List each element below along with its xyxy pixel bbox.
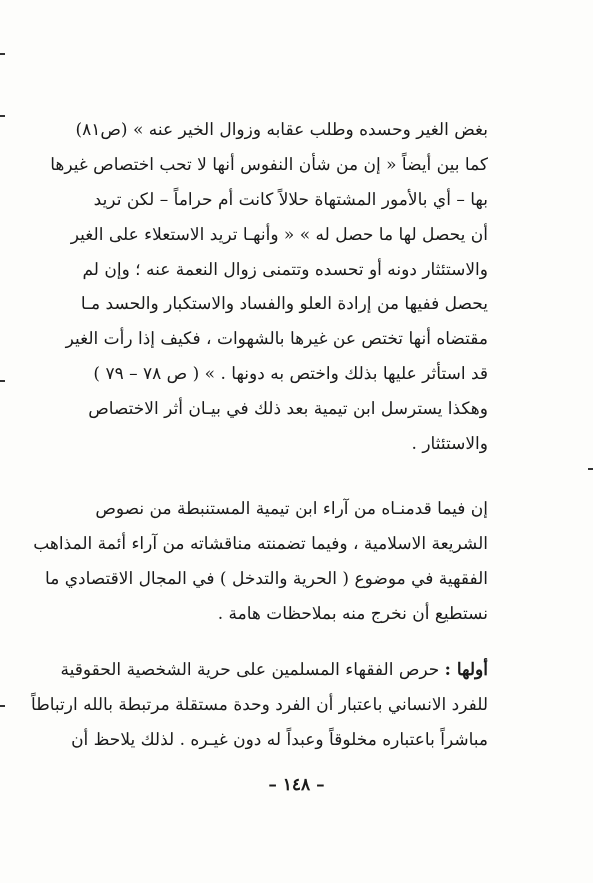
text-line: بغض الغير وحسده وطلب عقابه وزوال الخير عنه » (ص٨١) bbox=[75, 120, 488, 140]
page-number: – ١٤٨ – bbox=[268, 775, 325, 795]
text-line: نستطيع أن نخرج منه بملاحظات هامة . bbox=[217, 603, 488, 624]
text-line-rest: حرص الفقهاء المسلمين على حرية الشخصية الحقوقية bbox=[60, 660, 440, 680]
text-line: قد استأثر عليها بذلك واختص به دونها . » ( ص ٧٨ – ٧٩ ) bbox=[93, 364, 488, 385]
paragraph-3 bbox=[31, 653, 488, 758]
point-heading: أولها : bbox=[444, 660, 488, 680]
text-line: الشريعة الاسلامية ، وفيما تضمنته مناقشاته من آراء أئمة المذاهب bbox=[33, 533, 488, 554]
text-line: والاستئثار دونه أو تحسده وتتمنى زوال النعمة عنه ؛ وإن لم bbox=[82, 259, 488, 280]
text-line: بها – أي بالأمور المشتهاة حلالاً كانت أم حراماً – لكن تريد bbox=[93, 189, 488, 210]
text-line: إن فيما قدمنـاه من آراء ابن تيمية المستنبطة من نصوص bbox=[95, 499, 488, 519]
paragraph-1 bbox=[50, 113, 488, 462]
text-line: الفقهية في موضوع ( الحرية والتدخل ) في المجال الاقتصادي ما bbox=[45, 568, 488, 589]
paragraph-2 bbox=[33, 492, 488, 632]
text-line: والاستئثار . bbox=[411, 434, 488, 455]
text-line: أن يحصل لها ما حصل له » « وأنهـا تريد الاستعلاء على الغير bbox=[70, 224, 488, 245]
scan-edge-mark bbox=[0, 53, 5, 55]
scan-edge-mark bbox=[0, 705, 5, 707]
text-line: وهكذا يسترسل ابن تيمية بعد ذلك في بيـان أثر الاختصاص bbox=[88, 399, 488, 420]
text-line: مقتضاه أنها تختص عن غيرها بالشهوات ، فكيف إذا رأت الغير bbox=[65, 329, 488, 350]
text-line: كما بين أيضاً « إن من شأن النفوس أنها لا تحب اختصاص غيرها bbox=[50, 154, 488, 175]
text-line bbox=[60, 653, 488, 688]
text-line: للفرد الانساني باعتبار أن الفرد وحدة مستقلة مرتبطة بالله ارتباطاً bbox=[31, 694, 488, 715]
scan-edge-mark bbox=[0, 115, 5, 117]
text-line: يحصل ففيها من إرادة العلو والفساد والاستكبار والحسد مـا bbox=[80, 294, 488, 315]
scan-edge-mark bbox=[588, 468, 593, 470]
text-line: مباشراً باعتباره مخلوقاً وعبداً له دون غيـره . لذلك يلاحظ أن bbox=[71, 729, 488, 750]
scan-edge-mark bbox=[0, 380, 5, 382]
